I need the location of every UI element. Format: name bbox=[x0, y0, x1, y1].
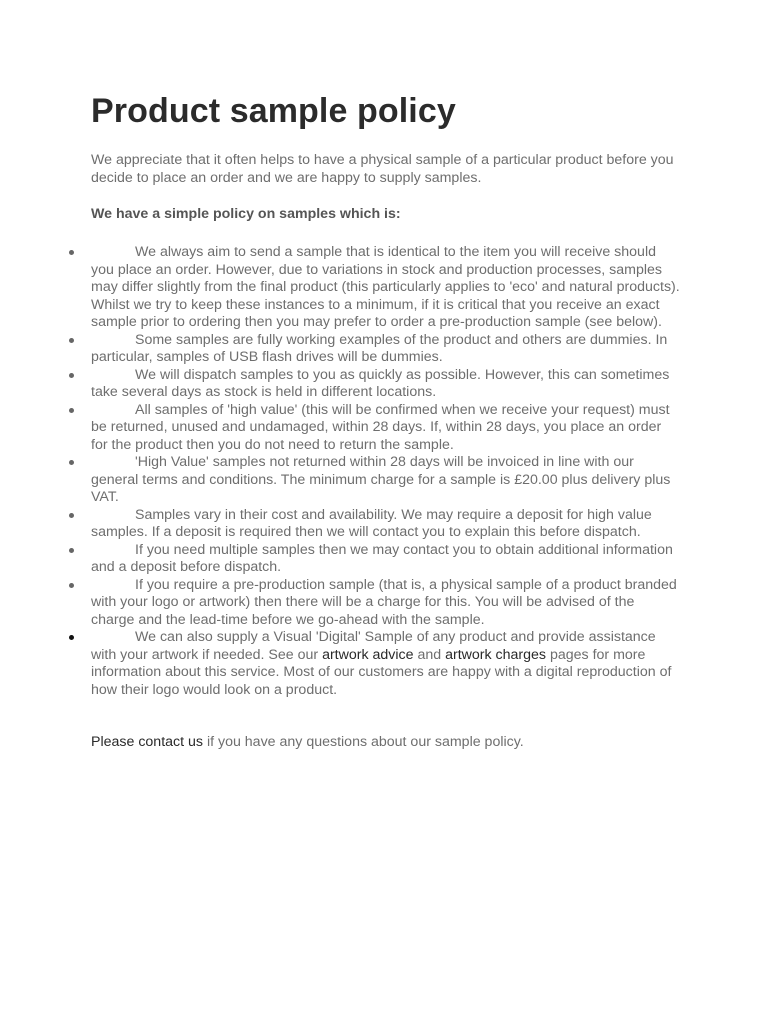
list-item-text: If you require a pre-production sample (that is, a physical sample of a product branded with your logo or artwork) then there will be a charge for this. You will be advised of the charge and the lead-time before we go-ahead with the sample. bbox=[91, 576, 677, 628]
list-item-text: Samples vary in their cost and availability. We may require a deposit for high value samples. If a deposit is required then we will contact you to explain this before dispatch. bbox=[91, 506, 652, 540]
list-item-text: and bbox=[413, 646, 446, 663]
bullet-icon bbox=[69, 548, 74, 553]
list-item bbox=[91, 402, 681, 455]
closing-text: Please bbox=[91, 734, 139, 750]
list-item bbox=[91, 367, 681, 402]
list-item-text: We will dispatch samples to you as quickly as possible. However, this can sometimes take several days as stock is held in different locations. bbox=[91, 366, 670, 400]
closing-paragraph bbox=[91, 734, 681, 752]
list-item bbox=[91, 332, 681, 367]
list-item-text: pages for more information about this service. Most of our customers are happy with a digital reproduction of how their logo would look on a product. bbox=[91, 646, 672, 698]
list-item bbox=[91, 629, 681, 699]
list-item bbox=[91, 454, 681, 507]
policy-heading: We have a simple policy on samples which is: bbox=[91, 206, 401, 222]
bullet-icon bbox=[69, 408, 74, 413]
list-item-text: 'High Value' samples not returned within 28 days will be invoiced in line with our general terms and conditions. The minimum charge for a sample is £20.00 plus delivery plus VAT. bbox=[91, 454, 671, 505]
contact-us-link[interactable]: contact us bbox=[138, 734, 203, 750]
list-item-text: If you need multiple samples then we may contact you to obtain additional information and a deposit before dispatch. bbox=[91, 541, 673, 575]
policy-list bbox=[91, 244, 681, 699]
list-item bbox=[91, 542, 681, 577]
artwork-charges-link[interactable]: artwork charges bbox=[445, 646, 547, 663]
bullet-icon bbox=[69, 373, 74, 378]
bullet-icon bbox=[69, 338, 74, 343]
list-item-text: Some samples are fully working examples of the product and others are dummies. In particular, samples of USB flash drives will be dummies. bbox=[91, 331, 668, 365]
page-title: Product sample policy bbox=[91, 92, 456, 130]
list-item-text: We can also supply a Visual 'Digital' Sample of any product and provide assistance with your artwork if needed. See our bbox=[91, 629, 656, 663]
intro-paragraph: We appreciate that it often helps to have a physical sample of a particular product before you decide to place an order and we are happy to supply samples. bbox=[91, 152, 674, 186]
list-item bbox=[91, 507, 681, 542]
list-item-text: All samples of 'high value' (this will be confirmed when we receive your request) must be returned, unused and undamaged, within 28 days. If, within 28 days, you place an order for the product then you do not need to return the sample. bbox=[91, 401, 670, 453]
bullet-icon bbox=[69, 460, 74, 465]
bullet-icon bbox=[69, 635, 74, 640]
list-item bbox=[91, 244, 681, 332]
bullet-icon bbox=[69, 250, 74, 255]
closing-text: if you have any questions about our sample policy. bbox=[203, 734, 524, 750]
list-item bbox=[91, 577, 681, 630]
list-item-text: We always aim to send a sample that is identical to the item you will receive should you place an order. However, due to variations in stock and production processes, samples may differ slightly from the final product (this particularly applies to 'eco' and natural products). Whilst we try to keep these instances to a minimum, if it is critical that you receive an exact sample prior to ordering then you may prefer to order a pre-production sample (see below). bbox=[91, 244, 680, 330]
bullet-icon bbox=[69, 583, 74, 588]
artwork-advice-link[interactable]: artwork advice bbox=[322, 646, 414, 663]
bullet-icon bbox=[69, 513, 74, 518]
